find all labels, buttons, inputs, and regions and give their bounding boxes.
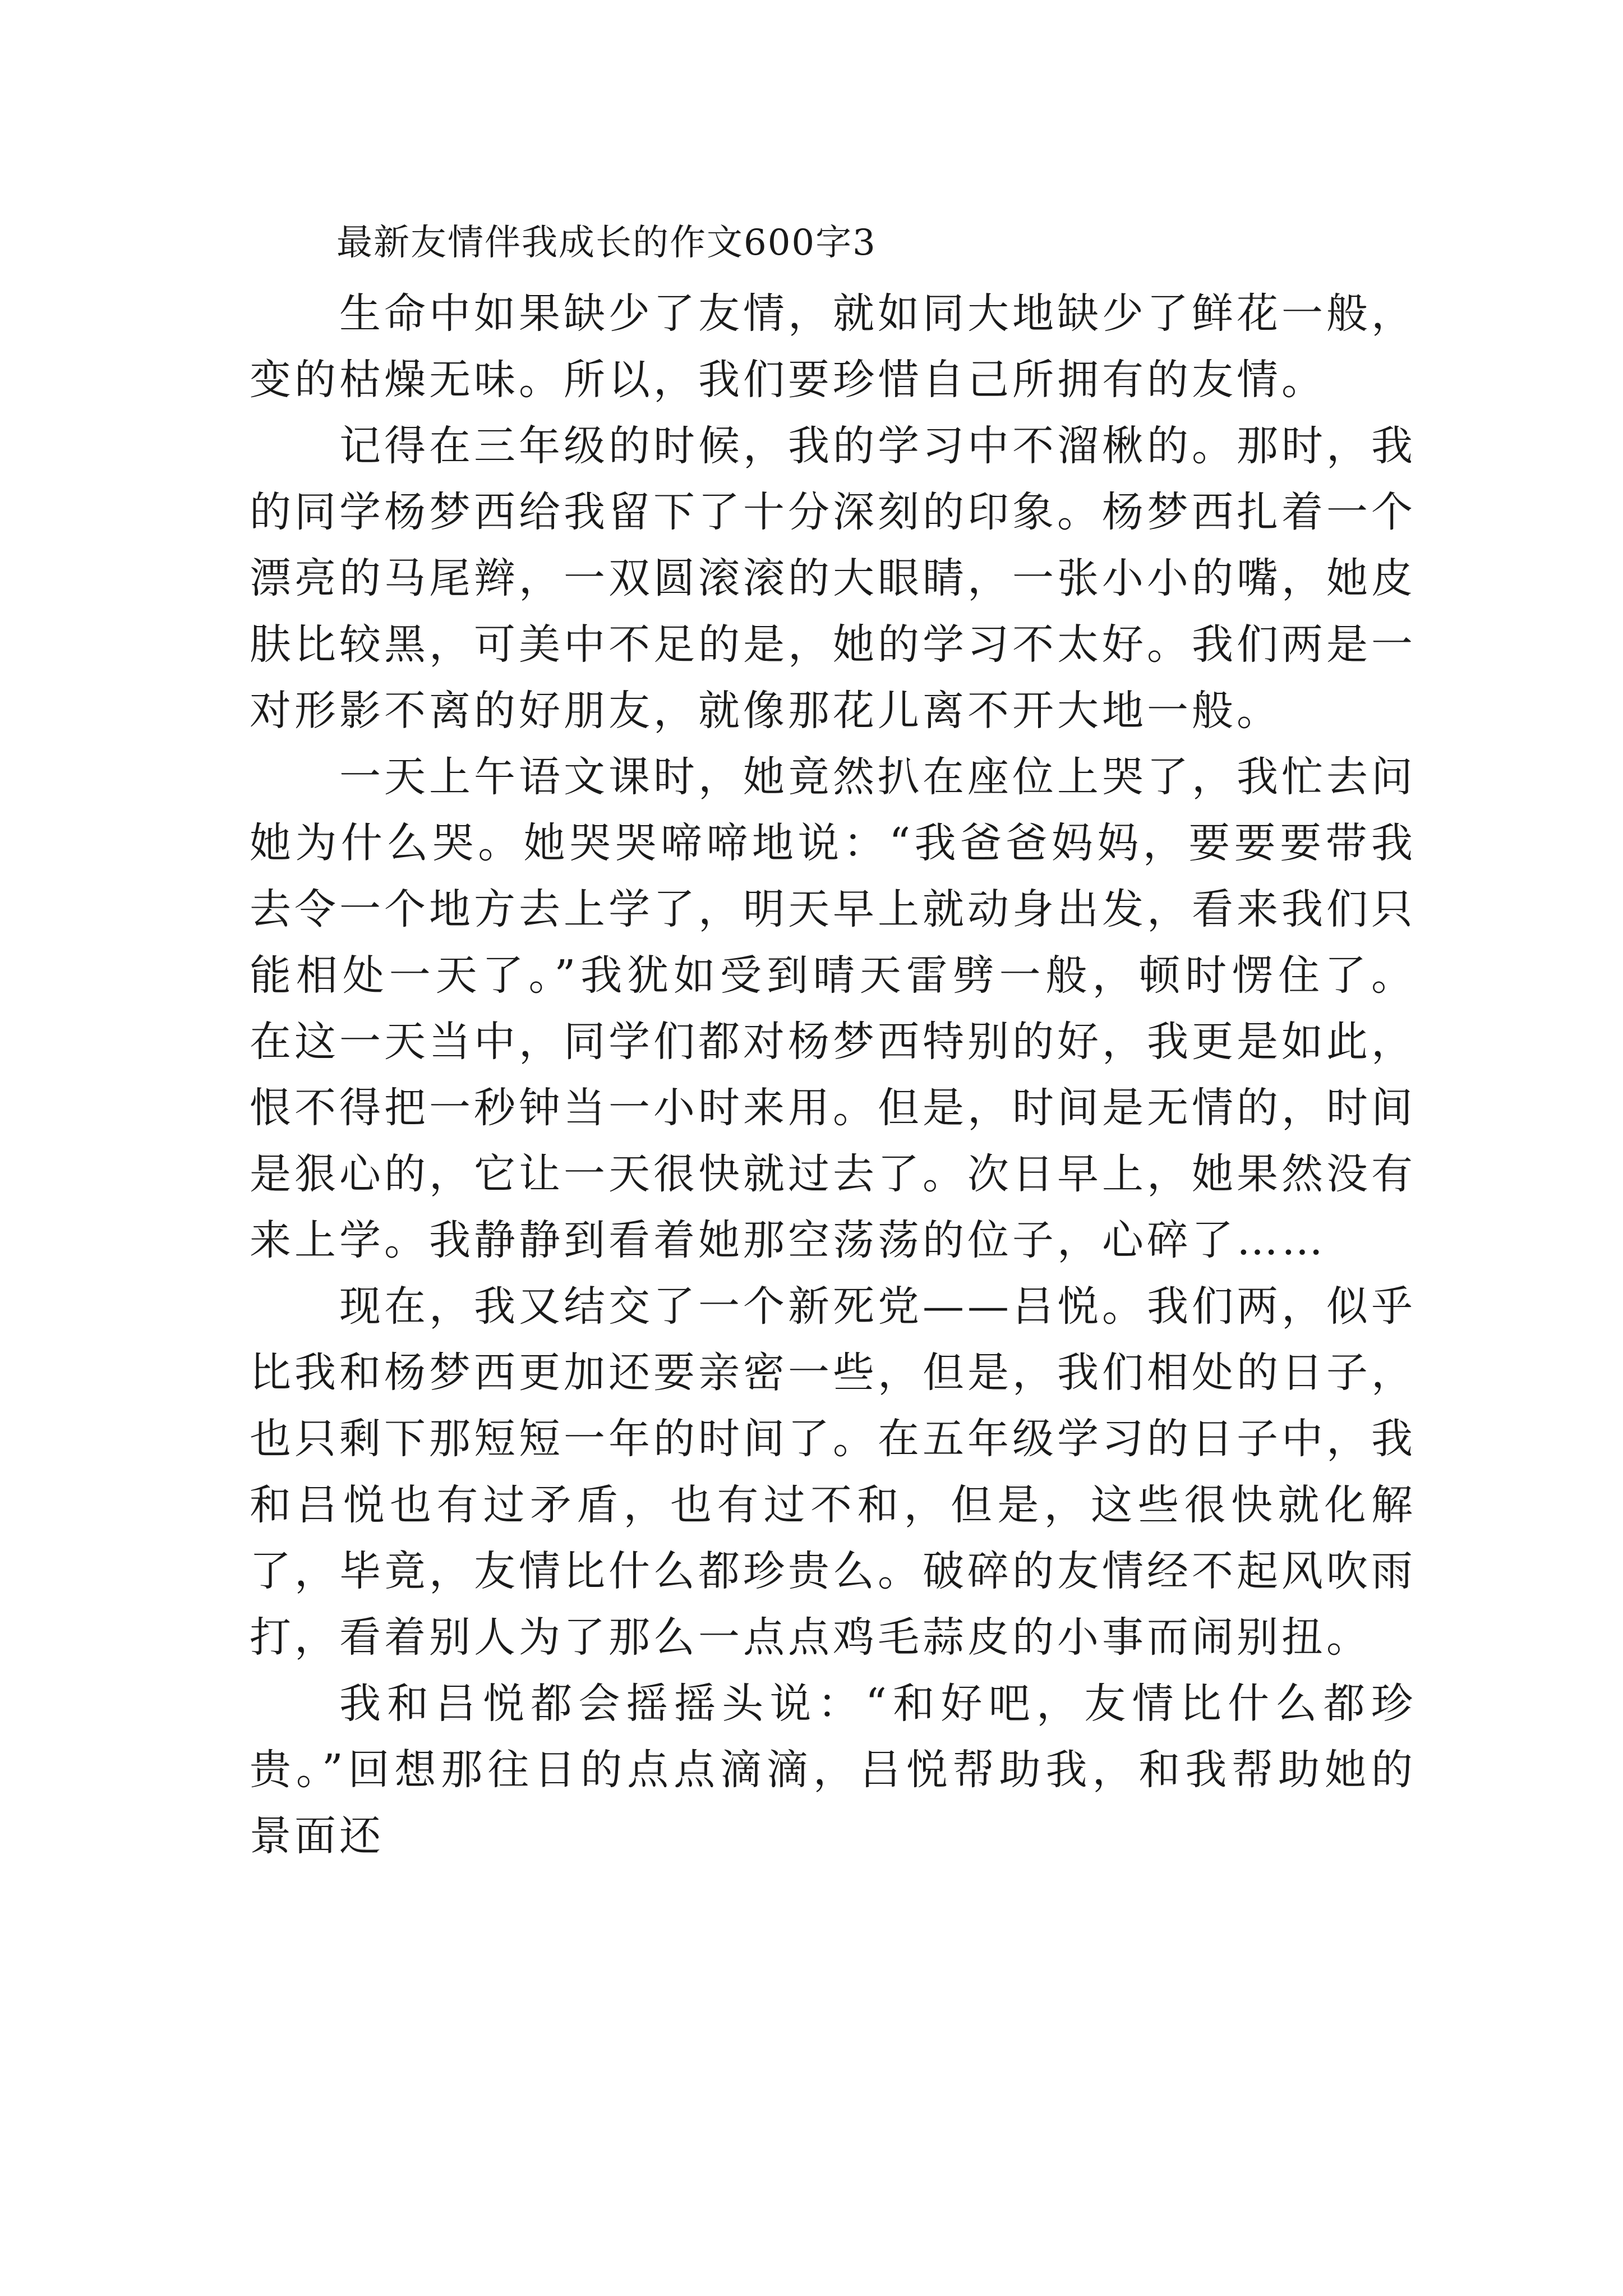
paragraph-3: 一天上午语文课时，她竟然扒在座位上哭了，我忙去问她为什么哭。她哭哭啼啼地说：“我爸爸妈妈，要要要带我去令一个地方去上学了，明天早上就动身出发，看来我们只能相处一天了。”我犹如受到晴天雷劈一般，顿时愣住了。在这一天当中，同学们都对杨梦西特别的好，我更是如此，恨不得把一秒钟当一小时来用。但是，时间是无情的，时间是狠心的，它让一天很快就过去了。次日早上，她果然没有来上学。我静静到看着她那空荡荡的位子，心碎了…… [250, 753, 1416, 1264]
paragraph-2: 记得在三年级的时候，我的学习中不溜楸的。那时，我的同学杨梦西给我留下了十分深刻的印象。杨梦西扎着一个漂亮的马尾辫，一双圆滚滚的大眼睛，一张小小的嘴，她皮肤比较黑，可美中不足的是，她的学习不太好。我们两是一对形影不离的好朋友，就像那花儿离不开大地一般。 [250, 422, 1416, 735]
paragraph-1: 生命中如果缺少了友情，就如同大地缺少了鲜花一般，变的枯燥无味。所以，我们要珍惜自己所拥有的友情。 [250, 289, 1416, 404]
document-body [250, 280, 1416, 1869]
paragraph-5: 我和吕悦都会摇摇头说：“和好吧，友情比什么都珍贵。”回想那往日的点点滴滴，吕悦帮助我，和我帮助她的景面还 [250, 1680, 1416, 1860]
document-title: 最新友情伴我成长的作文600字3 [336, 222, 877, 264]
paragraph-4: 现在，我又结交了一个新死党——吕悦。我们两，似乎比我和杨梦西更加还要亲密一些，但是，我们相处的日子，也只剩下那短短一年的时间了。在五年级学习的日子中，我和吕悦也有过矛盾，也有过不和，但是，这些很快就化解了，毕竟，友情比什么都珍贵么。破碎的友情经不起风吹雨打，看着别人为了那么一点点鸡毛蒜皮的小事而闹别扭。 [250, 1282, 1416, 1662]
